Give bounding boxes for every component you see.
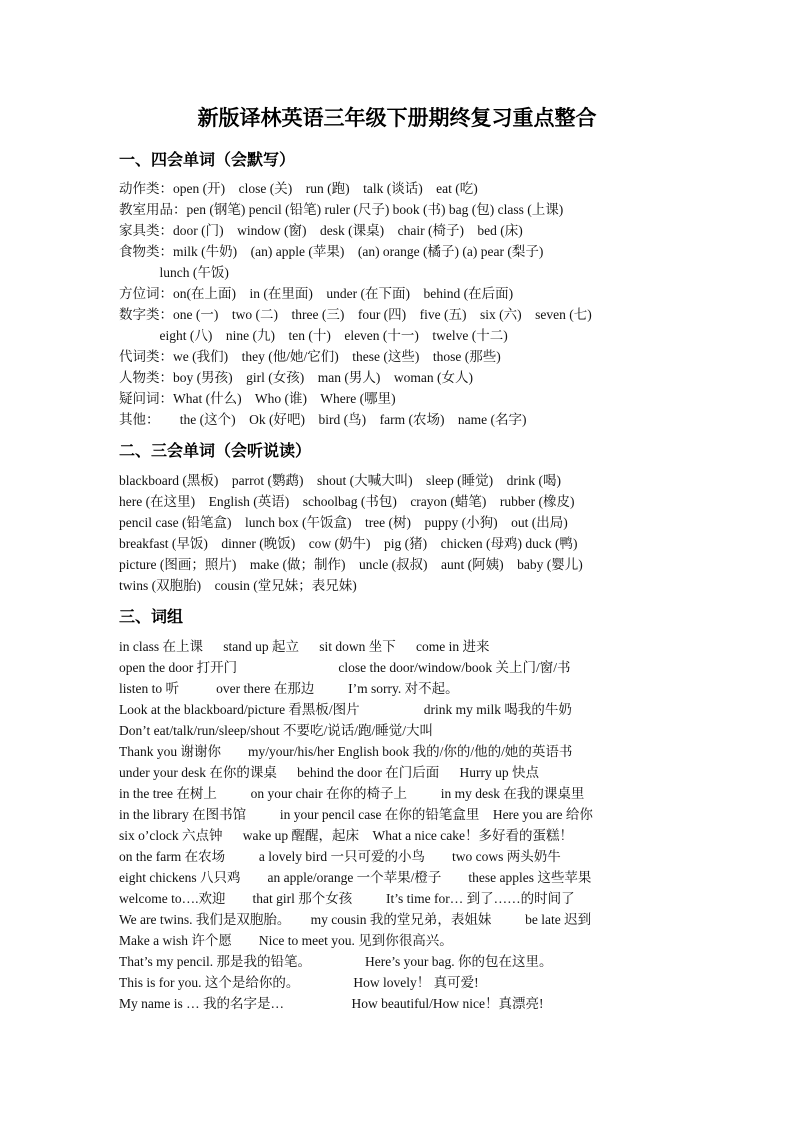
word-line: 方位词：on(在上面) in (在里面) under (在下面) behind (在后面) — [119, 286, 514, 301]
section-heading-four-skill-words: 一、四会单词（会默写） — [119, 150, 296, 169]
section-heading-phrases: 三、词组 — [119, 607, 184, 626]
phrase-line: We are twins. 我们是双胞胎。 my cousin 我的堂兄弟，表姐妹 be late 迟到 — [119, 912, 592, 927]
word-line: 家具类：door (门) window (窗) desk (课桌) chair (椅子) bed (床) — [119, 223, 523, 238]
phrase-line: in the library 在图书馆 in your pencil case 在你的铅笔盒里 Here you are 给你 — [119, 807, 593, 822]
word-line: 食物类：milk (牛奶) (an) apple (苹果) (an) orange (橘子) (a) pear (梨子) — [119, 244, 544, 259]
phrase-line: This is for you. 这个是给你的。 How lovely！ 真可爱! — [119, 975, 479, 990]
word-line: picture (图画；照片) make (做；制作) uncle (叔叔) aunt (阿姨) baby (婴儿) — [119, 557, 583, 572]
word-line: blackboard (黑板) parrot (鹦鹉) shout (大喊大叫) sleep (睡觉) drink (喝) — [119, 473, 562, 488]
phrase-line: Look at the blackboard/picture 看黑板/图片 drink my milk 喝我的牛奶 — [119, 702, 572, 717]
phrase-line: on the farm 在农场 a lovely bird 一只可爱的小鸟 two cows 两头奶牛 — [119, 849, 561, 864]
word-line: 疑问词：What (什么) Who (谁) Where (哪里) — [119, 391, 396, 406]
section-heading-three-skill-words: 二、三会单词（会听说读） — [119, 441, 312, 460]
phrase-line: Don’t eat/talk/run/sleep/shout 不要吃/说话/跑/睡觉/大叫 — [119, 723, 433, 738]
word-line: breakfast (早饭) dinner (晚饭) cow (奶牛) pig (猪) chicken (母鸡) duck (鸭) — [119, 536, 578, 551]
word-line: pencil case (铅笔盒) lunch box (午饭盒) tree (树) puppy (小狗) out (出局) — [119, 515, 568, 530]
phrase-line: under your desk 在你的课桌 behind the door 在门后面 Hurry up 快点 — [119, 765, 539, 780]
phrase-line: Make a wish 许个愿 Nice to meet you. 见到你很高兴。 — [119, 933, 453, 948]
phrase-line: My name is … 我的名字是… How beautiful/How nice！真漂亮! — [119, 996, 544, 1011]
phrase-line: in the tree 在树上 on your chair 在你的椅子上 in my desk 在我的课桌里 — [119, 786, 585, 801]
word-line: eight (八) nine (九) ten (十) eleven (十一) twelve (十二) — [119, 328, 508, 343]
word-line: 动作类：open (开) close (关) run (跑) talk (谈话) eat (吃) — [119, 181, 478, 196]
phrase-line: six o’clock 六点钟 wake up 醒醒，起床 What a nice cake！多好看的蛋糕！ — [119, 828, 574, 843]
word-line: 其他： the (这个) Ok (好吧) bird (鸟) farm (农场) name (名字) — [119, 412, 527, 427]
word-line: 教室用品：pen (钢笔) pencil (铅笔) ruler (尺子) book (书) bag (包) class (上课) — [119, 202, 564, 217]
word-line: here (在这里) English (英语) schoolbag (书包) crayon (蜡笔) rubber (橡皮) — [119, 494, 575, 509]
phrase-line: welcome to….欢迎 that girl 那个女孩 It’s time for… 到了……的时间了 — [119, 891, 575, 906]
word-line: 数字类：one (一) two (二) three (三) four (四) five (五) six (六) seven (七) — [119, 307, 592, 322]
phrase-line: in class 在上课 stand up 起立 sit down 坐下 come in 进来 — [119, 639, 490, 654]
phrase-line: That’s my pencil. 那是我的铅笔。 Here’s your bag. 你的包在这里。 — [119, 954, 553, 969]
phrase-line: open the door 打开门 close the door/window/book 关上门/窗/书 — [119, 660, 571, 675]
phrase-line: Thank you 谢谢你 my/your/his/her English book 我的/你的/他的/她的英语书 — [119, 744, 573, 759]
phrase-line: eight chickens 八只鸡 an apple/orange 一个苹果/橙子 these apples 这些苹果 — [119, 870, 592, 885]
word-line: 代词类：we (我们) they (他/她/它们) these (这些) those (那些) — [119, 349, 501, 364]
document-title: 新版译林英语三年级下册期终复习重点整合 — [197, 105, 597, 130]
word-line: twins (双胞胎) cousin (堂兄妹；表兄妹) — [119, 578, 357, 593]
phrase-line: listen to 听 over there 在那边 I’m sorry. 对不起。 — [119, 681, 459, 696]
word-line: 人物类：boy (男孩) girl (女孩) man (男人) woman (女人) — [119, 370, 473, 385]
word-line: lunch (午饭) — [119, 265, 229, 280]
